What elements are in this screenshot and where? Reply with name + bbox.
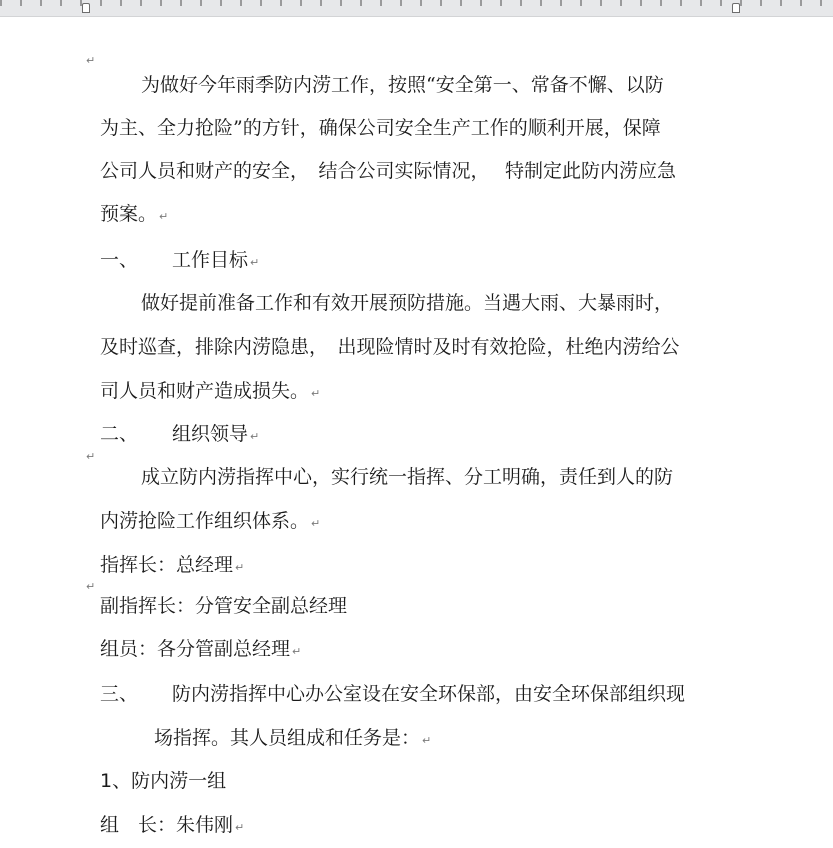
members-line: 组员：各分管副总经理 ↵ <box>100 638 302 660</box>
horizontal-ruler[interactable] <box>0 0 833 17</box>
group-1-title: 1、防内涝一组 <box>100 770 227 792</box>
commander-line: 指挥长：总经理 ↵ <box>100 554 245 576</box>
group-1-leader: 组 长：朱伟刚 ↵ <box>100 814 245 836</box>
intro-line-3: 公司人员和财产的安全， 结合公司实际情况， 特制定此防内涝应急 <box>100 160 677 182</box>
paragraph-mark: ↵ <box>159 210 169 223</box>
section-2-heading <box>100 422 259 449</box>
section-2-number: 二、 <box>100 423 139 445</box>
section-1-line-2: 及时巡查，排除内涝隐患， 出现险情时及时有效抢险，杜绝内涝给公 <box>100 336 680 358</box>
paragraph-mark: ↵ <box>86 54 96 67</box>
section-2-line-1: 成立防内涝指挥中心，实行统一指挥、分工明确，责任到人的防 <box>141 466 674 488</box>
section-3-number: 三、 <box>100 683 139 705</box>
deputy-commander-line: 副指挥长：分管安全副总经理 <box>100 595 348 617</box>
paragraph-mark: ↵ <box>292 645 302 658</box>
paragraph-mark: ↵ <box>250 256 260 269</box>
intro-line-4: 预案。 ↵ <box>100 203 169 225</box>
section-1-heading <box>100 248 259 275</box>
ruler-ticks <box>0 0 833 6</box>
paragraph-mark: ↵ <box>311 387 321 400</box>
paragraph-mark: ↵ <box>250 430 260 443</box>
section-1-number: 一、 <box>100 249 139 271</box>
intro-line-1: 为做好今年雨季防内涝工作，按照“安全第一、常备不懈、以防 <box>141 74 664 96</box>
section-1-line-3: 司人员和财产造成损失。 ↵ <box>100 380 321 402</box>
section-1-title: 工作目标 <box>172 249 249 271</box>
paragraph-mark: ↵ <box>86 450 96 463</box>
paragraph-mark: ↵ <box>86 580 96 593</box>
paragraph-mark: ↵ <box>235 821 245 834</box>
left-indent-marker[interactable] <box>82 3 90 13</box>
paragraph-mark: ↵ <box>422 734 432 747</box>
right-indent-marker[interactable] <box>732 3 740 13</box>
section-1-line-1: 做好提前准备工作和有效开展预防措施。当遇大雨、大暴雨时， <box>141 292 674 314</box>
section-3-line-2: 场指挥。其人员组成和任务是： ↵ <box>154 727 432 749</box>
intro-line-2: 为主、全力抢险”的方针，确保公司安全生产工作的顺利开展，保障 <box>100 117 661 139</box>
paragraph-mark: ↵ <box>235 561 245 574</box>
paragraph-mark: ↵ <box>311 517 321 530</box>
section-2-line-2: 内涝抢险工作组织体系。 ↵ <box>100 510 321 532</box>
section-2-title: 组织领导 <box>172 423 249 445</box>
section-3-heading: 三、 防内涝指挥中心办公室设在安全环保部，由安全环保部组织现 <box>100 683 686 705</box>
